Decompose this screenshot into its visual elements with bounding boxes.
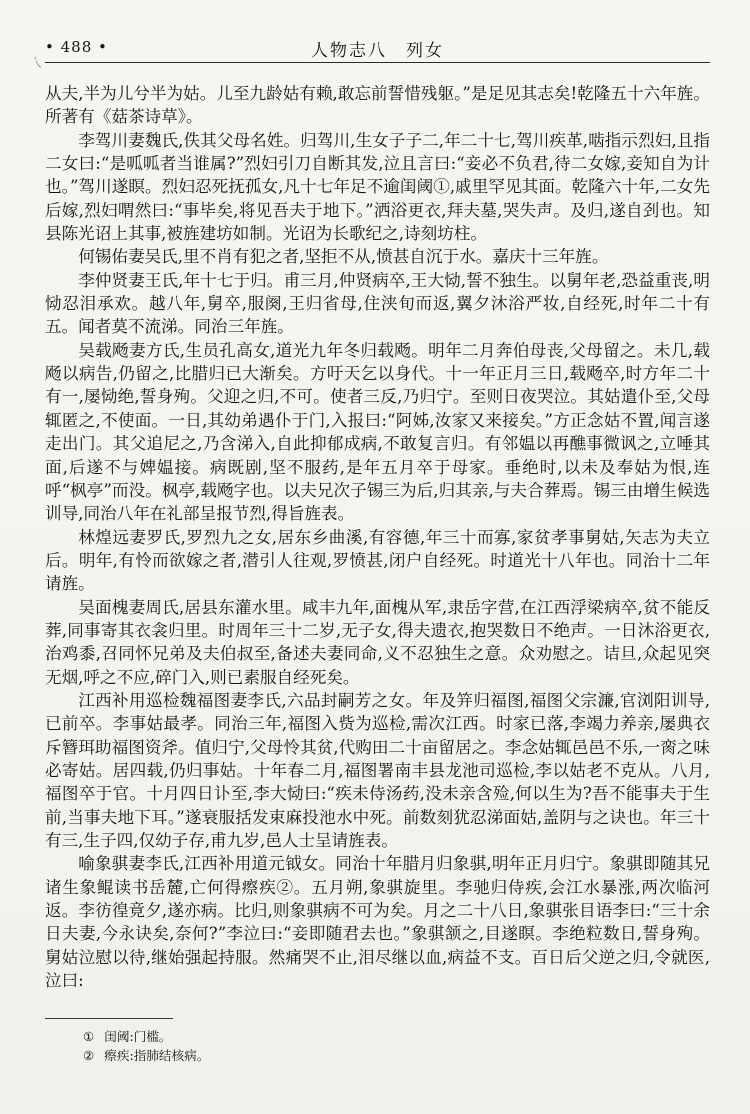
page-title: 人物志八 列女 — [311, 41, 444, 61]
paragraph: 喻象骐妻李氏,江西补用道元钺女。同治十年腊月归象骐,明年正月归宁。象骐即随其兄诸生象鲲读书岳麓,亡何得瘵疾②。五月朔,象骐旋里。李驰归侍疾,会江水暴涨,两次临河返。李彷徨竟夕,遂亦病。比归,则象骐病不可为矣。月之二十八日,象骐张目语李曰:“三十余日夫妻,今永诀矣,奈何?”李泣曰:“妾即随君去也。”象骐颔之,目遂瞑。李绝粒数日,誓身殉。舅姑泣慰以待,继始强起持服。然痛哭不止,泪尽继以血,病益不支。百日后父逆之归,令就医,泣曰: — [45, 854, 710, 991]
footnote-list — [83, 1028, 710, 1065]
page-number: • 488 • — [45, 38, 108, 56]
header-divider — [45, 62, 710, 63]
footnote-text: 闺阈:门槛。 — [104, 1029, 172, 1044]
paragraph: 李驾川妻魏氏,佚其父母名姓。归驾川,生女子子二,年二十七,驾川疾革,啮指示烈妇,且指二女曰:“是呱呱者当谁属?”烈妇引刀自断其发,泣且言曰:“妾必不负君,待二女嫁,妾知自为计也。”驾川遂瞑。烈妇忍死抚孤女,凡十七年足不逾闺阈①,戚里罕见其面。乾隆六十年,二女先后嫁,烈妇喟然曰:“事毕矣,将见吾夫于地下。”洒浴更衣,拜夫墓,哭失声。及归,遂自刭也。知县陈光诏上其事,被旌建坊如制。光诏为长歌纪之,诗刻坊柱。 — [45, 130, 710, 244]
page-header — [45, 36, 710, 60]
stray-pen-mark: 乀 — [30, 54, 45, 70]
paragraph: 李仲贤妻王氏,年十七于归。甫三月,仲贤病卒,王大恸,誓不独生。以舅年老,恐益重丧,明恸忍泪承欢。越八年,舅卒,服阕,王归省母,住浃旬而返,翼夕沐浴严妆,自经死,时年二十有五。闻者莫不流涕。同治三年旌。 — [45, 270, 710, 337]
footnote-text: 瘵疾:指肺结核病。 — [104, 1047, 210, 1063]
paragraph: 从夫,半为儿兮半为姑。儿至九龄姑有赖,敢忘前誓惜残躯。”是足见其志矣!乾隆五十六年旌。所著有《菇茶诗草》。 — [45, 84, 710, 127]
footnote-divider — [45, 1018, 173, 1019]
footnotes-section — [45, 1018, 710, 1065]
body-text — [45, 82, 710, 992]
paragraph: 林煌远妻罗氏,罗烈九之女,居东乡曲溪,有容德,年三十而寡,家贫孝事舅姑,矢志为夫立后。明年,有怜而欲嫁之者,潜引人往观,罗愤甚,闭户自经死。时道光十八年也。同治十二年请旌。 — [45, 527, 710, 594]
paragraph: 吴面槐妻周氏,居县东灌水里。咸丰九年,面槐从军,隶岳字营,在江西浮梁病卒,贫不能反葬,同事寄其衣衾归里。时周年三十二岁,无子女,得夫遗衣,抱哭数日不绝声。一日沐浴更衣,治鸡黍,召同怀兄弟及夫伯叔至,备述夫妻同命,义不忍独生之意。众劝慰之。诘旦,众起见突无烟,呼之不应,碎门入,则已素服自经死矣。 — [45, 597, 710, 687]
paragraph: 吴载飏妻方氏,生员孔高女,道光九年冬归载飏。明年二月奔伯母丧,父母留之。未几,载飏以病告,仍留之,比腊归已大渐矣。方吁天乞以身代。十一年正月三日,载飏卒,时方年二十有一,屡恸绝,誓身殉。父迎之归,不可。使者三反,乃归宁。至则日夜哭泣。其姑遣仆至,父母辄匿之,不使面。一日,其幼弟遇仆于门,入报曰:“阿姊,汝家又来接矣。”方正念姑不置,闻言遂走出门。其父追尼之,乃含涕入,自此抑郁成病,不敢复言归。有邻媪以再醮事微讽之,立唾其面,后遂不与婢媪接。病既剧,坚不服药,是年五月卒于母家。垂绝时,以未及奉姑为恨,连呼“枫亭”而没。枫亭,载飏字也。以夫兄次子锡三为后,归其亲,与夫合葬焉。锡三由增生候选训导,同治八年在礼部呈报节烈,得旨旌表。 — [45, 340, 710, 524]
footnote-marker: ② — [83, 1047, 95, 1063]
footnote-marker: ① — [83, 1029, 95, 1044]
paragraph: 何锡佑妻吴氏,里不肖有犯之者,坚拒不从,愤甚自沉于水。嘉庆十三年旌。 — [78, 247, 609, 267]
footnote — [83, 1047, 710, 1066]
footnote — [83, 1028, 710, 1047]
paragraph: 江西补用巡检魏福图妻李氏,六品封嗣芳之女。年及笄归福图,福图父宗濂,官浏阳训导,已前卒。李事姑最孝。同治三年,福图入赀为巡检,需次江西。时家已落,李竭力养亲,屡典衣斥簪珥助福图资斧。值归宁,父母怜其贫,代购田二十亩留居之。李念姑辄邑邑不乐,一脔之味必寄姑。居四载,仍归事姑。十年春二月,福图署南丰县龙池司巡检,李以姑老不克从。八月,福图卒于官。十月四日讣至,李大恸曰:“疾未侍汤药,没未亲含殓,何以生为?吾不能事夫于生前,当事夫地下耳。”遂衰服括发束麻投池水中死。前数刻犹忍涕面姑,盖阴与之诀也。年三十有三,生子四,仅幼子存,甫九岁,邑人士呈请旌表。 — [45, 690, 710, 850]
